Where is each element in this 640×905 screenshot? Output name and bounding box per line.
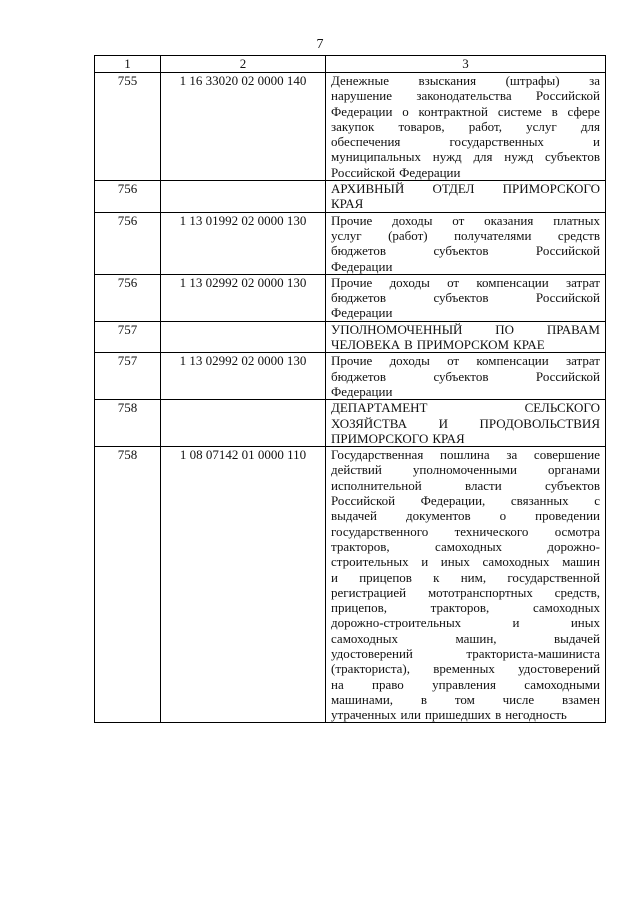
row-number-cell: 757 — [95, 353, 161, 400]
description-line: ДЕПАРТАМЕНТ СЕЛЬСКОГО — [331, 400, 600, 416]
description-line: ХОЗЯЙСТВА И ПРОДОВОЛЬСТВИЯ — [331, 415, 600, 431]
page-number: 7 — [316, 37, 324, 52]
table-row — [95, 212, 606, 274]
description-cell — [326, 321, 606, 353]
description-line: Российской Федерации, связанных с — [331, 493, 600, 509]
description-line: ПРИМОРСКОГО КРАЯ — [331, 430, 465, 446]
table-row — [95, 321, 606, 353]
classification-code-cell: 1 13 01992 02 0000 130 — [161, 212, 326, 274]
description-line: Российской Федерации — [331, 164, 461, 180]
column-header-3: 3 — [326, 56, 606, 73]
budget-classification-table — [94, 55, 606, 723]
description-line: бюджетов субъектов Российской — [331, 290, 600, 306]
row-number-cell: 756 — [95, 274, 161, 321]
column-header-2: 2 — [161, 56, 326, 73]
description-line: (тракториста), временных удостоверений — [331, 661, 600, 677]
classification-code-cell — [161, 321, 326, 353]
classification-code-cell: 1 08 07142 01 0000 110 — [161, 447, 326, 723]
description-line: обеспечения государственных и — [331, 134, 600, 150]
description-line: АРХИВНЫЙ ОТДЕЛ ПРИМОРСКОГО — [331, 181, 600, 197]
description-line: Прочие доходы от оказания платных — [331, 212, 600, 228]
description-cell — [326, 400, 606, 447]
description-line: услуг (работ) получателями средств — [331, 227, 600, 243]
description-line: строительных и иных самоходных машин — [331, 554, 600, 570]
table-row — [95, 353, 606, 400]
description-line: утраченных или пришедших в негодность — [331, 707, 567, 723]
description-cell — [326, 212, 606, 274]
description-cell — [326, 353, 606, 400]
description-line: Федерации о контрактной системе в сфере — [331, 103, 600, 119]
row-number-cell: 756 — [95, 212, 161, 274]
row-number-cell: 755 — [95, 73, 161, 181]
column-header-1: 1 — [95, 56, 161, 73]
description-line: нарушение законодательства Российской — [331, 88, 600, 104]
row-number-cell: 758 — [95, 447, 161, 723]
description-line: ЧЕЛОВЕКА В ПРИМОРСКОМ КРАЕ — [331, 337, 545, 353]
row-number-cell: 758 — [95, 400, 161, 447]
description-line: Государственная пошлина за совершение — [331, 447, 600, 463]
table-header-row — [95, 56, 606, 73]
description-line: самоходных машин, выдачей — [331, 630, 600, 646]
description-line: муниципальных нужд для нужд субъектов — [331, 149, 600, 165]
description-line: Денежные взыскания (штрафы) за — [331, 73, 600, 88]
classification-code-cell: 1 16 33020 02 0000 140 — [161, 73, 326, 181]
description-line: КРАЯ — [331, 196, 364, 212]
description-line: машинами, в том числе взамен — [331, 691, 600, 707]
classification-code-cell — [161, 400, 326, 447]
table-row — [95, 274, 606, 321]
description-line: дорожно-строительных и иных — [331, 615, 600, 631]
description-line: УПОЛНОМОЧЕННЫЙ ПО ПРАВАМ — [331, 321, 600, 337]
description-cell — [326, 73, 606, 181]
table-row — [95, 400, 606, 447]
description-line: бюджетов субъектов Российской — [331, 243, 600, 259]
description-line: бюджетов субъектов Российской — [331, 368, 600, 384]
classification-code-cell — [161, 181, 326, 213]
description-line: на право управления самоходными — [331, 676, 600, 692]
description-line: и прицепов к ним, государственной — [331, 569, 600, 585]
description-line: Прочие доходы от компенсации затрат — [331, 353, 600, 369]
description-line: выдачей документов о проведении — [331, 508, 600, 524]
description-line: Федерации — [331, 258, 393, 274]
description-line: Федерации — [331, 383, 393, 399]
description-line: государственного технического осмотра — [331, 523, 600, 539]
description-line: удостоверений тракториста-машиниста — [331, 645, 600, 661]
description-cell — [326, 447, 606, 723]
description-line: Федерации — [331, 305, 393, 321]
classification-code-cell: 1 13 02992 02 0000 130 — [161, 274, 326, 321]
description-line: прицепов, тракторов, самоходных — [331, 600, 600, 616]
description-line: исполнительной власти субъектов — [331, 477, 600, 493]
table-row — [95, 181, 606, 213]
description-line: закупок товаров, работ, услуг для — [331, 118, 600, 134]
description-cell — [326, 181, 606, 213]
description-line: Прочие доходы от компенсации затрат — [331, 274, 600, 290]
row-number-cell: 756 — [95, 181, 161, 213]
table-row — [95, 447, 606, 723]
description-line: тракторов, самоходных дорожно- — [331, 538, 600, 554]
description-line: действий уполномоченными органами — [331, 462, 600, 478]
table-row — [95, 73, 606, 181]
description-cell — [326, 274, 606, 321]
row-number-cell: 757 — [95, 321, 161, 353]
description-line: регистрацией мототранспортных средств, — [331, 584, 600, 600]
classification-code-cell: 1 13 02992 02 0000 130 — [161, 353, 326, 400]
